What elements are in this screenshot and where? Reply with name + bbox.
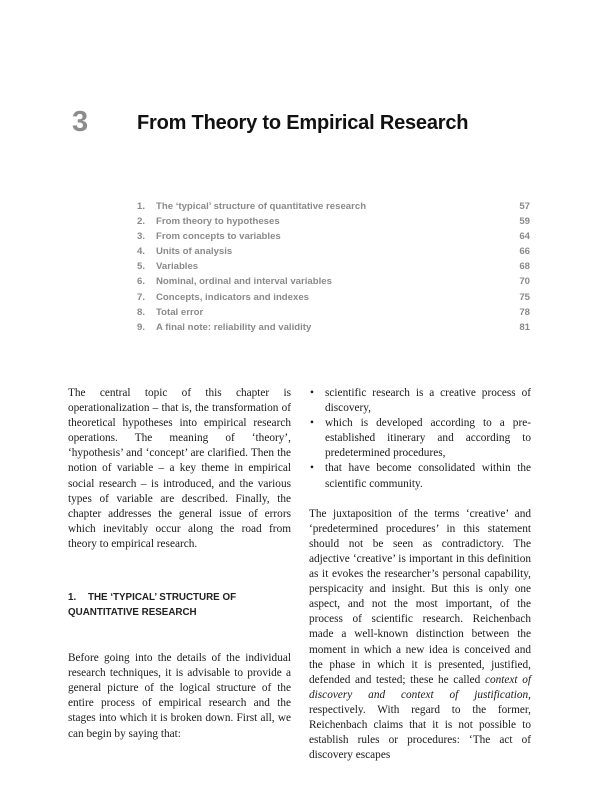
toc-item-page: 66 — [519, 246, 530, 258]
paragraph-text: The juxtaposition of the terms ‘creative’ and ‘predetermined procedures’ in this statement should not be seen as contradictory. The adjective ‘creative’ is important in this definition as it evokes the researcher’s personal capability, perspicacity and insight. But this is only one aspect, and not the most important, of the process of scientific research. Reichenbach made a well-known distinction between the moment in which a new idea is conceived and the phase in which it is presented, justified, defended and tested; these he called — [309, 507, 531, 686]
toc-item — [137, 274, 530, 289]
toc-item-number: 5. — [137, 261, 146, 273]
toc-item-number: 7. — [137, 291, 146, 303]
right-column — [309, 386, 531, 763]
toc-item-title: Variables — [156, 261, 199, 273]
section-heading — [68, 590, 291, 620]
toc-item-title: From theory to hypotheses — [156, 216, 280, 228]
toc-item — [137, 320, 530, 335]
toc-item — [137, 214, 530, 229]
toc-item — [137, 244, 530, 259]
toc-item-page: 81 — [519, 321, 530, 333]
toc-item-number: 6. — [137, 276, 146, 288]
toc-item — [137, 290, 530, 305]
toc-item-page: 75 — [519, 291, 530, 303]
section-number: 1. — [68, 592, 77, 604]
body-paragraph: Before going into the details of the individual research techniques, it is advisable to provide a general picture of the logical structure of the entire process of empirical research and the stages into which it is broken down. First all, we can begin by saying that: — [68, 652, 291, 740]
chapter-title: From Theory to Empirical Research — [137, 112, 469, 134]
bullet-list — [309, 386, 531, 492]
toc-item-title: Units of analysis — [156, 246, 233, 258]
toc-item-title: A final note: reliability and validity — [156, 321, 312, 333]
chapter-number: 3 — [72, 106, 89, 138]
toc-item-number: 3. — [137, 231, 146, 243]
italic-term: context of discovery and context of justification — [309, 673, 531, 701]
bullet-item: • which is developed according to a pre-established itinerary and according to predetermined procedures, — [309, 416, 531, 461]
toc-item-page: 70 — [519, 276, 530, 288]
toc-item — [137, 305, 530, 320]
toc-item-title: Concepts, indicators and indexes — [156, 291, 310, 303]
toc-item-page: 68 — [519, 261, 530, 273]
table-of-contents — [137, 199, 530, 335]
toc-item — [137, 199, 530, 214]
toc-item-number: 8. — [137, 306, 146, 318]
toc-item-number: 2. — [137, 216, 146, 228]
toc-item-number: 9. — [137, 321, 146, 333]
toc-item — [137, 259, 530, 274]
bullet-item: • scientific research is a creative process of discovery, — [309, 386, 531, 416]
toc-item-title: The ‘typical’ structure of quantitative research — [156, 201, 367, 212]
toc-item-title: Total error — [156, 306, 204, 318]
toc-item-page: 57 — [519, 201, 530, 212]
toc-item-page: 59 — [519, 216, 530, 228]
paragraph-text: , respectively. With regard to the former, Reichenbach claims that it is not possible to establish rules or procedures: ‘The act of discovery escapes — [309, 688, 531, 762]
toc-item-page: 64 — [519, 231, 530, 243]
chapter-intro-paragraph: The central topic of this chapter is operationalization – that is, the transformation of theoretical hypotheses into empirical research operations. The meaning of ‘theory’, ‘hypothesis’ and ‘concept’ are clarified. Then the notion of variable – a key theme in empirical social research – is introduced, and the various types of variable are described. Finally, the chapter addresses the general issue of errors which inevitably occur along the road from theory to empirical research. — [68, 387, 291, 550]
body-paragraph — [309, 507, 531, 764]
toc-item-title: From concepts to variables — [156, 231, 281, 243]
bullet-item: • that have become consolidated within the scientific community. — [309, 461, 531, 491]
section-heading-text: THE ‘TYPICAL’ STRUCTURE OF QUANTITATIVE RESEARCH — [68, 592, 237, 619]
left-column — [68, 386, 291, 742]
toc-item-number: 1. — [137, 201, 146, 212]
toc-item-number: 4. — [137, 246, 146, 258]
toc-item-title: Nominal, ordinal and interval variables — [156, 276, 332, 288]
toc-item-page: 78 — [519, 306, 530, 318]
toc-item — [137, 229, 530, 244]
